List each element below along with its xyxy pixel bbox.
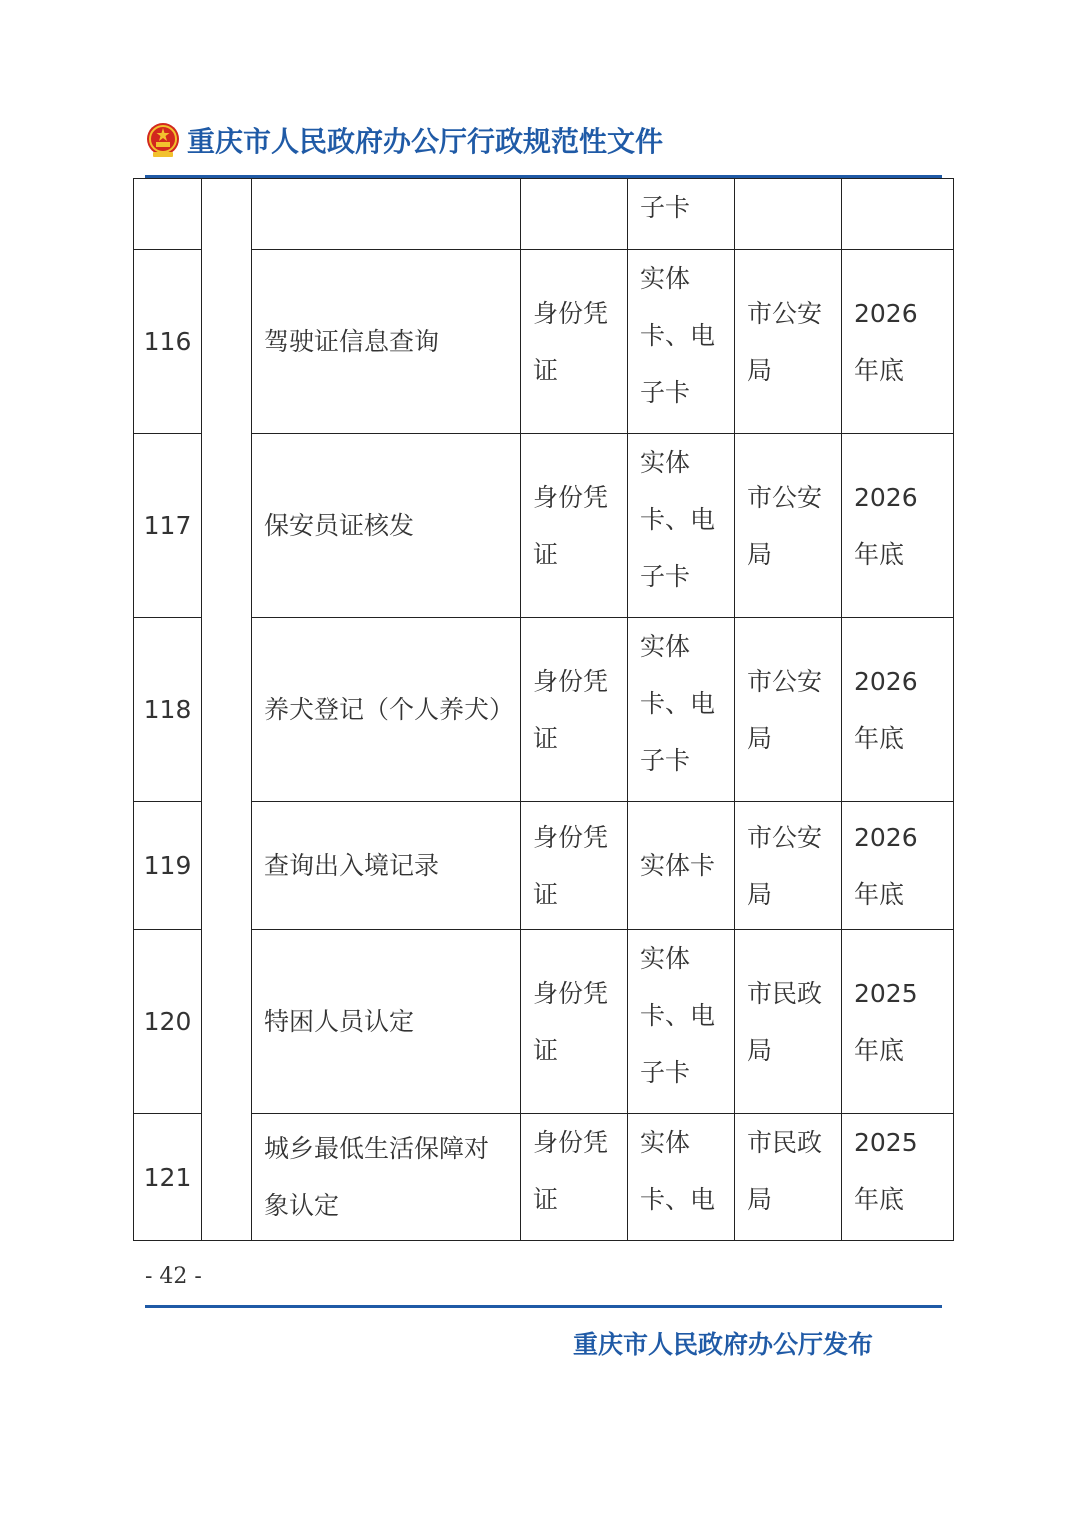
cell-department: 市公安局 xyxy=(735,802,842,930)
page-number: - 42 - xyxy=(145,1264,202,1289)
table-row xyxy=(134,1114,954,1241)
cell-credential: 身份凭证 xyxy=(521,802,628,930)
document-header xyxy=(145,120,663,160)
cell-credential: 身份凭证 xyxy=(521,1114,628,1241)
cell-medium: 实体卡、电子卡 xyxy=(628,618,735,802)
cell-deadline: 2025年底 xyxy=(842,1114,954,1241)
cell-item: 养犬登记（个人养犬） xyxy=(252,618,521,802)
header-title: 重庆市人民政府办公厅行政规范性文件 xyxy=(187,125,664,158)
table-row xyxy=(134,802,954,930)
cell-credential xyxy=(521,179,628,250)
cell-deadline xyxy=(842,179,954,250)
table-row xyxy=(134,250,954,434)
cell-department: 市公安局 xyxy=(735,434,842,618)
cell-credential: 身份凭证 xyxy=(521,618,628,802)
cell-item xyxy=(252,179,521,250)
cell-item: 城乡最低生活保障对象认定 xyxy=(252,1114,521,1241)
footer-publisher: 重庆市人民政府办公厅发布 xyxy=(573,1330,874,1359)
cell-department: 市民政局 xyxy=(735,930,842,1114)
cell-number: 117 xyxy=(134,434,202,618)
table-row xyxy=(134,434,954,618)
cell-credential: 身份凭证 xyxy=(521,930,628,1114)
cell-item: 保安员证核发 xyxy=(252,434,521,618)
table-row xyxy=(134,618,954,802)
cell-number: 120 xyxy=(134,930,202,1114)
cell-credential: 身份凭证 xyxy=(521,434,628,618)
cell-department: 市公安局 xyxy=(735,618,842,802)
cell-deadline: 2026年底 xyxy=(842,618,954,802)
cell-medium: 实体卡 xyxy=(628,802,735,930)
cell-department: 市公安局 xyxy=(735,250,842,434)
cell-number xyxy=(134,179,202,250)
table-row xyxy=(134,930,954,1114)
cell-department xyxy=(735,179,842,250)
national-emblem-icon xyxy=(145,121,181,159)
cell-item: 特困人员认定 xyxy=(252,930,521,1114)
cell-medium: 子卡 xyxy=(628,179,735,250)
cell-item: 驾驶证信息查询 xyxy=(252,250,521,434)
cell-medium: 实体卡、电子卡 xyxy=(628,250,735,434)
cell-number: 119 xyxy=(134,802,202,930)
service-table xyxy=(133,178,954,1241)
footer-divider xyxy=(145,1305,942,1308)
cell-number: 118 xyxy=(134,618,202,802)
cell-medium: 实体卡、电子卡 xyxy=(628,930,735,1114)
category-cell xyxy=(202,179,252,1241)
cell-deadline: 2026年底 xyxy=(842,802,954,930)
cell-department: 市民政局 xyxy=(735,1114,842,1241)
cell-number: 121 xyxy=(134,1114,202,1241)
cell-item: 查询出入境记录 xyxy=(252,802,521,930)
cell-medium: 实体卡、电 xyxy=(628,1114,735,1241)
cell-number: 116 xyxy=(134,250,202,434)
cell-deadline: 2025年底 xyxy=(842,930,954,1114)
cell-medium: 实体卡、电子卡 xyxy=(628,434,735,618)
cell-credential: 身份凭证 xyxy=(521,250,628,434)
cell-deadline: 2026年底 xyxy=(842,434,954,618)
table-row xyxy=(134,179,954,250)
cell-deadline: 2026年底 xyxy=(842,250,954,434)
